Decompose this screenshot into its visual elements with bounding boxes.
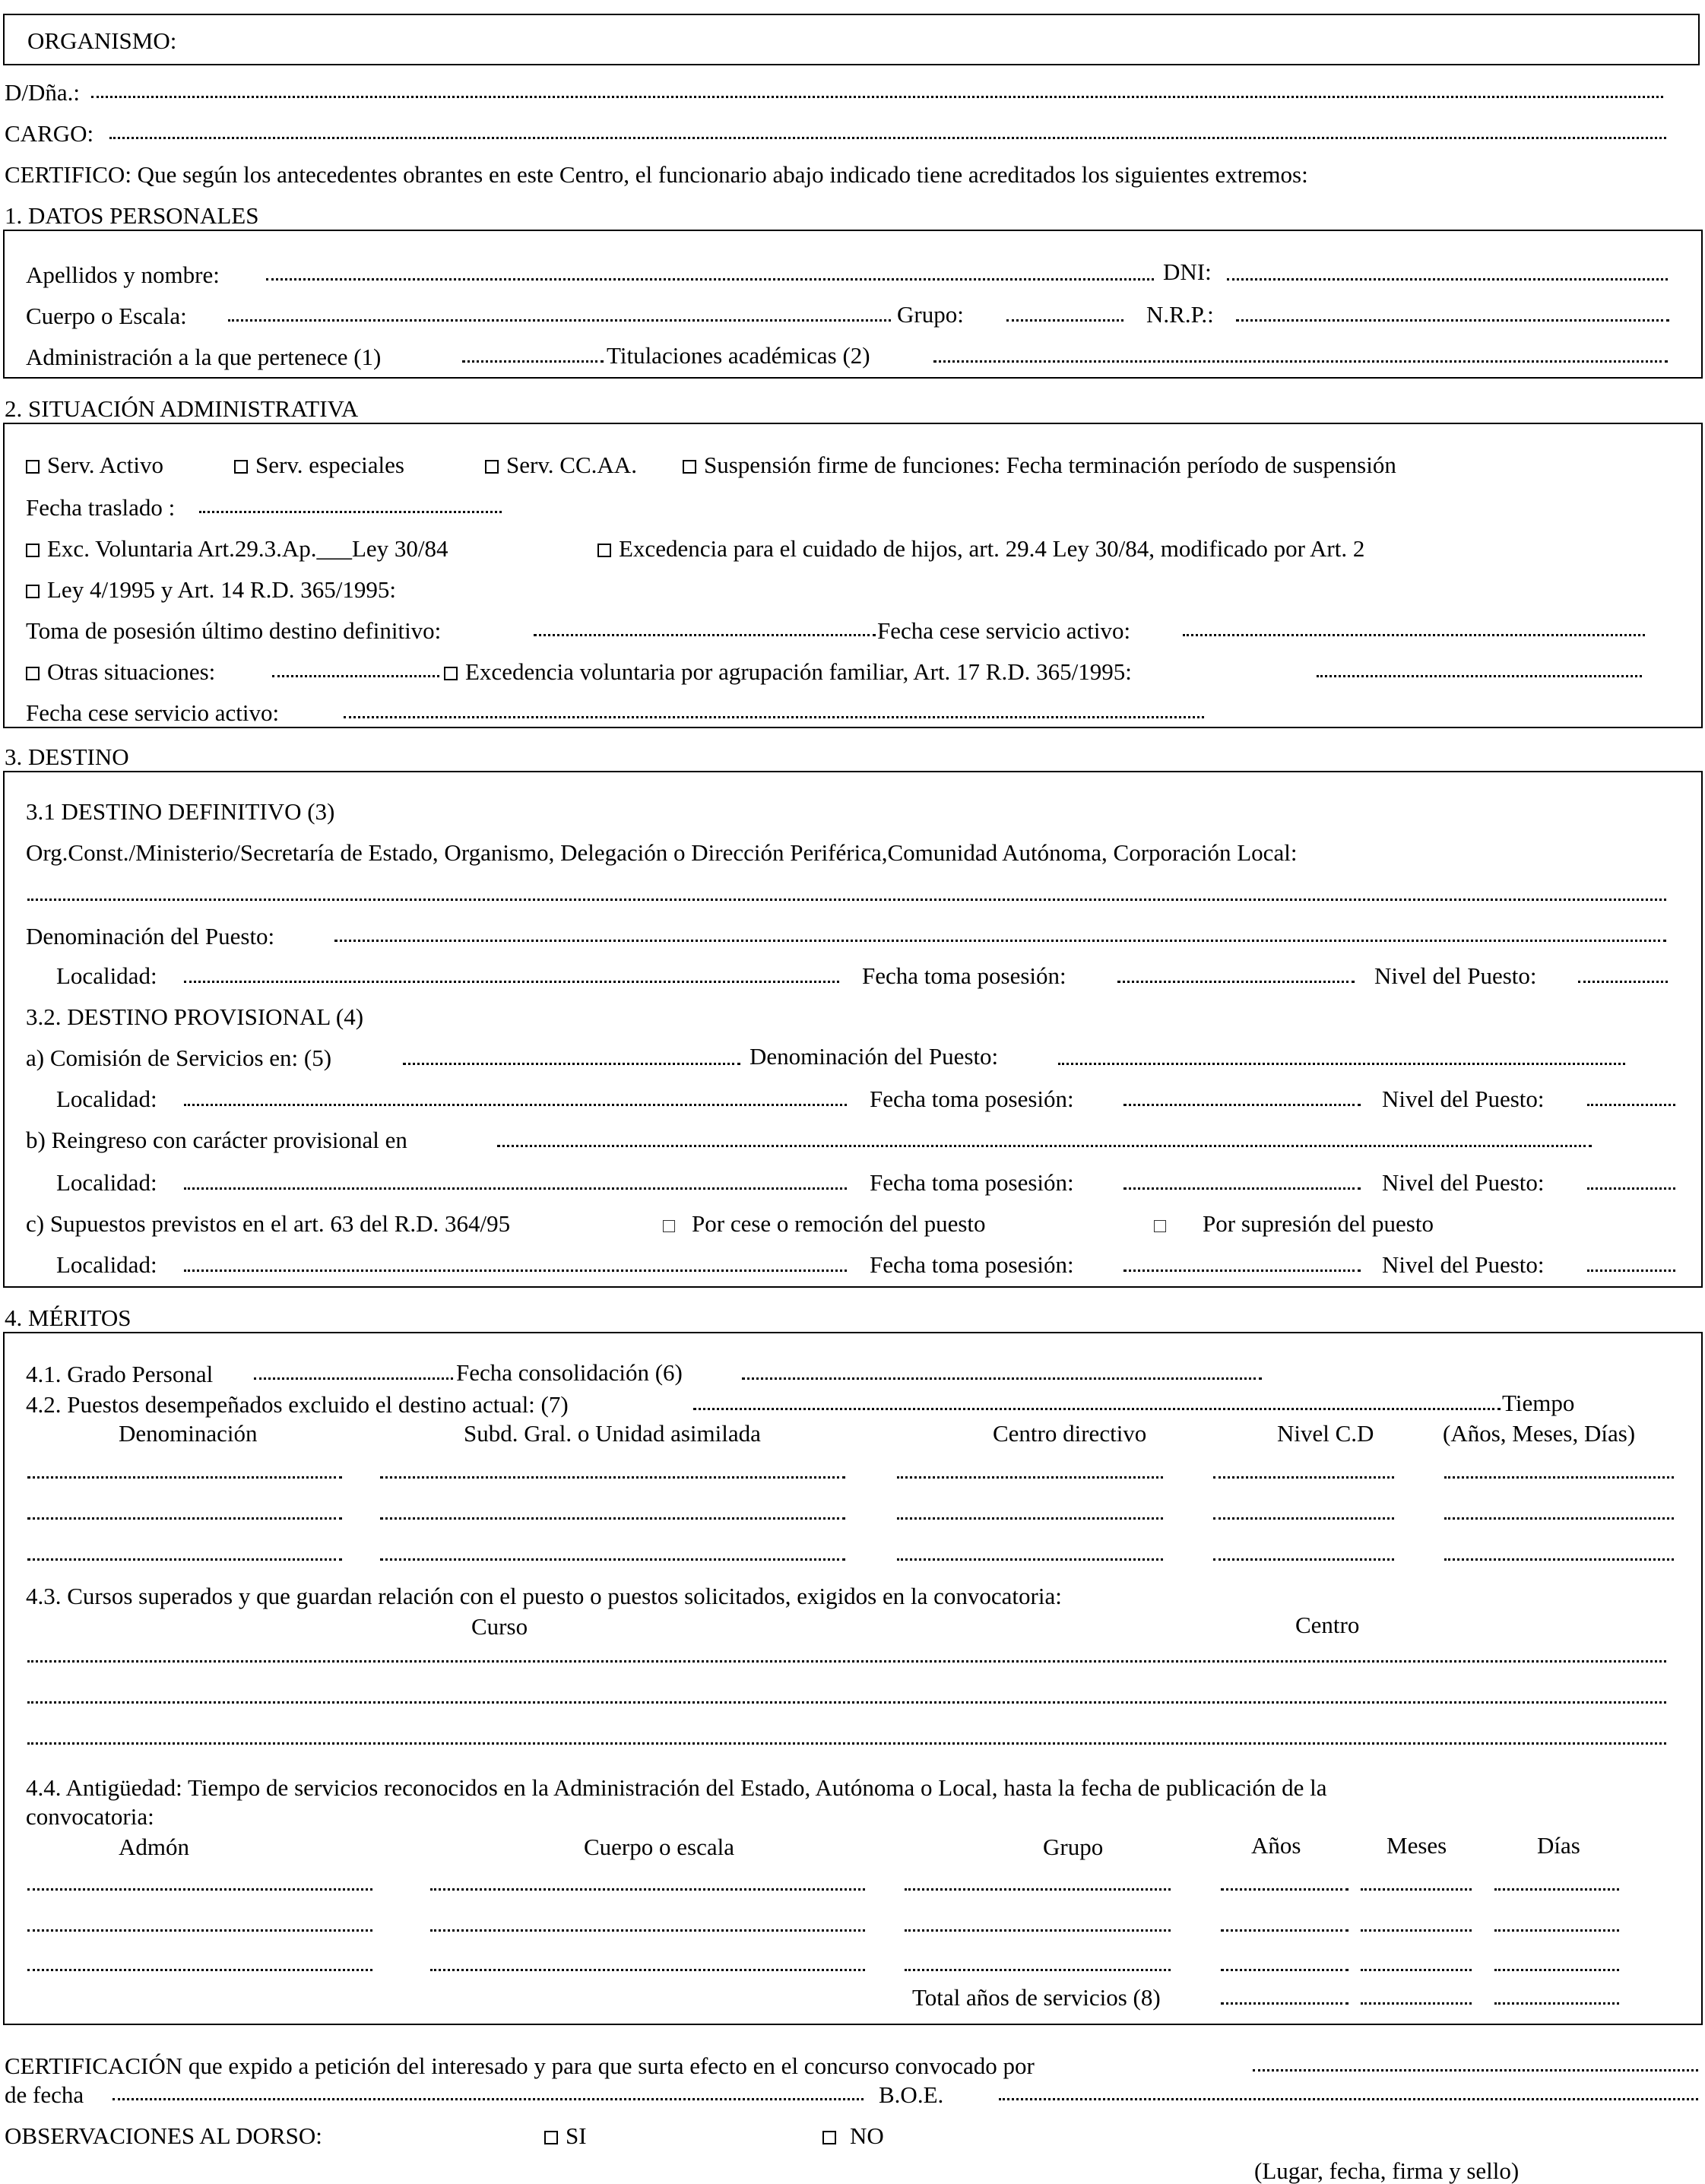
antiguedad-cell[interactable] xyxy=(1361,1929,1472,1932)
ley4-label: Ley 4/1995 y Art. 14 R.D. 365/1995: xyxy=(47,576,396,603)
def-fecha-toma-label: Fecha toma posesión: xyxy=(862,962,1066,989)
puestos-cell[interactable] xyxy=(380,1517,845,1520)
puestos-cell[interactable] xyxy=(897,1558,1163,1561)
no-checkbox[interactable] xyxy=(822,2131,836,2144)
antiguedad-cell[interactable] xyxy=(1494,1969,1619,1971)
fecha-cese2-field[interactable] xyxy=(344,716,1204,718)
por-supresion-label: Por supresión del puesto xyxy=(1203,1210,1434,1237)
curso-line[interactable] xyxy=(27,1742,1666,1745)
curso-line[interactable] xyxy=(27,1660,1666,1663)
serv-activo-option[interactable] xyxy=(26,453,163,477)
cargo-field[interactable] xyxy=(109,137,1666,139)
supuestos-label: c) Supuestos previstos en el art. 63 del R.D. 364/95 xyxy=(26,1210,511,1237)
cursos-label: 4.3. Cursos superados y que guardan relación con el puesto o puestos solicitados, exigidos en la convocatoria: xyxy=(26,1583,1062,1609)
reingreso-field[interactable] xyxy=(497,1145,1592,1147)
serv-ccaa-label: Serv. CC.AA. xyxy=(506,452,637,478)
antiguedad-cell[interactable] xyxy=(430,1888,865,1891)
toma-posesion-label: Toma de posesión último destino definitivo: xyxy=(26,617,442,644)
section-1-title: 1. DATOS PERSONALES xyxy=(5,202,259,229)
observaciones-label: OBSERVACIONES AL DORSO: xyxy=(5,2122,322,2149)
puestos-cell[interactable] xyxy=(1213,1517,1394,1520)
reingreso-localidad-field[interactable] xyxy=(184,1187,847,1190)
de-fecha-label: de fecha xyxy=(5,2081,84,2108)
exc-voluntaria-checkbox[interactable] xyxy=(26,544,40,557)
antiguedad-cell[interactable] xyxy=(1221,1929,1348,1932)
certifico-text: CERTIFICO: Que según los antecedentes obrantes en este Centro, el funcionario abajo indicado tiene acreditados los siguientes extremos: xyxy=(5,161,1308,188)
section-4-title: 4. MÉRITOS xyxy=(5,1304,132,1331)
def-localidad-label: Localidad: xyxy=(56,962,157,989)
excedencia-hijos-option[interactable] xyxy=(597,537,1364,560)
serv-especiales-label: Serv. especiales xyxy=(255,452,404,478)
boe-field[interactable] xyxy=(999,2098,1698,2100)
def-nivel-field[interactable] xyxy=(1578,981,1668,983)
col-denominacion: Denominación xyxy=(119,1420,258,1447)
antiguedad-cell[interactable] xyxy=(1221,1969,1348,1971)
reingreso-nivel-field[interactable] xyxy=(1587,1187,1675,1190)
puestos-cell[interactable] xyxy=(27,1476,342,1479)
puestos-field[interactable] xyxy=(693,1408,1501,1410)
grupo-label: Grupo: xyxy=(897,301,964,328)
comision-nivel-field[interactable] xyxy=(1587,1104,1675,1106)
no-label: NO xyxy=(850,2122,884,2149)
puestos-cell[interactable] xyxy=(897,1476,1163,1479)
por-supresion-checkbox[interactable] xyxy=(1154,1220,1166,1232)
excedencia-hijos-checkbox[interactable] xyxy=(597,544,611,557)
si-option[interactable] xyxy=(544,2124,587,2148)
cargo-label: CARGO: xyxy=(5,120,94,147)
section-2-title: 2. SITUACIÓN ADMINISTRATIVA xyxy=(5,395,359,422)
suspension-checkbox[interactable] xyxy=(683,460,696,474)
excedencia-agrupacion-field[interactable] xyxy=(1317,675,1642,677)
excedencia-agrupacion-label: Excedencia voluntaria por agrupación familiar, Art. 17 R.D. 365/1995: xyxy=(465,658,1132,685)
antiguedad-cell[interactable] xyxy=(905,1969,1171,1971)
serv-activo-label: Serv. Activo xyxy=(47,452,163,478)
grado-field[interactable] xyxy=(254,1377,453,1380)
por-cese-label: Por cese o remoción del puesto xyxy=(692,1210,986,1237)
antiguedad-cell[interactable] xyxy=(430,1969,865,1971)
section-3-title: 3. DESTINO xyxy=(5,743,129,770)
antiguedad-label-1: 4.4. Antigüedad: Tiempo de servicios reconocidos en la Administración del Estado, Autónoma o Local, hasta la fecha de publicación de la xyxy=(26,1774,1327,1801)
antiguedad-cell[interactable] xyxy=(905,1888,1171,1891)
puestos-cell[interactable] xyxy=(1444,1558,1674,1561)
col-subd: Subd. Gral. o Unidad asimilada xyxy=(464,1420,761,1447)
puestos-cell[interactable] xyxy=(380,1558,845,1561)
fecha-cese-field[interactable] xyxy=(1183,634,1645,636)
por-supresion-option[interactable] xyxy=(1154,1212,1434,1235)
fecha-traslado-label: Fecha traslado : xyxy=(26,494,176,521)
total-anos-cell[interactable] xyxy=(1221,2002,1348,2005)
antiguedad-cell[interactable] xyxy=(27,1888,372,1891)
boe-label: B.O.E. xyxy=(879,2081,944,2108)
puestos-cell[interactable] xyxy=(27,1558,342,1561)
excedencia-agrupacion-checkbox[interactable] xyxy=(444,667,458,680)
titulaciones-label: Titulaciones académicas (2) xyxy=(607,342,870,369)
dona-field[interactable] xyxy=(91,96,1663,98)
total-anos-label: Total años de servicios (8) xyxy=(912,1984,1161,2011)
total-meses-cell[interactable] xyxy=(1361,2002,1472,2005)
antiguedad-cell[interactable] xyxy=(1494,1929,1619,1932)
otras-field[interactable] xyxy=(272,675,439,677)
antiguedad-cell[interactable] xyxy=(1221,1888,1348,1891)
antiguedad-cell[interactable] xyxy=(27,1929,372,1932)
antiguedad-cell[interactable] xyxy=(905,1929,1171,1932)
serv-ccaa-checkbox[interactable] xyxy=(485,460,499,474)
por-cese-checkbox[interactable] xyxy=(663,1220,675,1232)
antiguedad-cell[interactable] xyxy=(1494,1888,1619,1891)
exc-voluntaria-option[interactable] xyxy=(26,537,448,560)
antiguedad-label-2: convocatoria: xyxy=(26,1803,154,1830)
puestos-cell[interactable] xyxy=(1444,1517,1674,1520)
col-meses: Meses xyxy=(1387,1832,1447,1859)
titulaciones-field[interactable] xyxy=(933,360,1668,363)
reingreso-fecha-toma-label: Fecha toma posesión: xyxy=(870,1169,1074,1196)
col-dias: Días xyxy=(1537,1832,1580,1859)
def-nivel-label: Nivel del Puesto: xyxy=(1374,962,1537,989)
grupo-field[interactable] xyxy=(1006,319,1123,322)
administracion-label: Administración a la que pertenece (1) xyxy=(26,344,382,370)
antiguedad-cell[interactable] xyxy=(430,1929,865,1932)
reingreso-nivel-label: Nivel del Puesto: xyxy=(1382,1169,1545,1196)
reingreso-localidad-label: Localidad: xyxy=(56,1169,157,1196)
organismo-box xyxy=(3,14,1700,65)
toma-posesion-field[interactable] xyxy=(534,634,876,636)
exc-voluntaria-label: Exc. Voluntaria Art.29.3.Ap.___Ley 30/84 xyxy=(47,535,448,562)
col-curso: Curso xyxy=(471,1613,528,1640)
org-const-field[interactable] xyxy=(27,899,1666,901)
ley4-checkbox[interactable] xyxy=(26,585,40,598)
organismo-label: ORGANISMO: xyxy=(27,27,177,54)
antiguedad-cell[interactable] xyxy=(1361,1969,1472,1971)
antiguedad-cell[interactable] xyxy=(1361,1888,1472,1891)
total-dias-cell[interactable] xyxy=(1494,2002,1619,2005)
nrp-label: N.R.P.: xyxy=(1146,301,1214,328)
col-anos-meses-dias: (Años, Meses, Días) xyxy=(1443,1420,1636,1447)
dni-label: DNI: xyxy=(1163,258,1212,285)
puestos-cell[interactable] xyxy=(1444,1476,1674,1479)
suspension-label: Suspensión firme de funciones: Fecha terminación período de suspensión xyxy=(704,452,1396,478)
apellidos-label: Apellidos y nombre: xyxy=(26,262,220,288)
comision-field[interactable] xyxy=(403,1063,740,1065)
def-fecha-toma-field[interactable] xyxy=(1117,981,1355,983)
fecha-cese-label: Fecha cese servicio activo: xyxy=(877,617,1131,644)
col-anos: Años xyxy=(1251,1832,1301,1859)
destino-provisional-title: 3.2. DESTINO PROVISIONAL (4) xyxy=(26,1003,364,1030)
supuestos-localidad-label: Localidad: xyxy=(56,1251,157,1278)
excedencia-hijos-label: Excedencia para el cuidado de hijos, art. 29.4 Ley 30/84, modificado por Art. 2 xyxy=(619,535,1365,562)
reingreso-label: b) Reingreso con carácter provisional en xyxy=(26,1127,407,1153)
si-label: SI xyxy=(566,2122,587,2149)
por-cese-option[interactable] xyxy=(663,1212,986,1235)
supuestos-fecha-toma-label: Fecha toma posesión: xyxy=(870,1251,1074,1278)
col-admon: Admón xyxy=(119,1834,189,1860)
concurso-field[interactable] xyxy=(1253,2069,1698,2071)
denominacion-label: Denominación del Puesto: xyxy=(26,923,275,949)
comision-localidad-label: Localidad: xyxy=(56,1086,157,1112)
otras-option[interactable] xyxy=(26,660,215,683)
serv-especiales-checkbox[interactable] xyxy=(234,460,248,474)
serv-activo-checkbox[interactable] xyxy=(26,460,40,474)
supuestos-localidad-field[interactable] xyxy=(184,1270,847,1272)
col-nivel: Nivel C.D xyxy=(1277,1420,1374,1447)
supuestos-nivel-field[interactable] xyxy=(1587,1270,1675,1272)
lugar-fecha-firma-label: (Lugar, fecha, firma y sello) xyxy=(1254,2157,1520,2184)
fecha-consolidacion-label: Fecha consolidación (6) xyxy=(456,1359,683,1386)
dni-field[interactable] xyxy=(1227,278,1668,281)
suspension-option[interactable] xyxy=(683,453,1396,477)
comision-denominacion-label: Denominación del Puesto: xyxy=(750,1043,999,1070)
denominacion-field[interactable] xyxy=(334,940,1666,942)
fecha-traslado-field[interactable] xyxy=(199,511,502,513)
apellidos-field[interactable] xyxy=(266,278,1154,281)
certificacion-text: CERTIFICACIÓN que expido a petición del interesado y para que surta efecto en el concurso convocado por xyxy=(5,2052,1035,2079)
col-grupo: Grupo xyxy=(1043,1834,1104,1860)
comision-fecha-toma-label: Fecha toma posesión: xyxy=(870,1086,1074,1112)
nrp-field[interactable] xyxy=(1236,319,1669,322)
reingreso-fecha-toma-field[interactable] xyxy=(1123,1187,1361,1190)
puestos-label: 4.2. Puestos desempeñados excluido el destino actual: (7) xyxy=(26,1391,569,1418)
si-checkbox[interactable] xyxy=(544,2131,558,2144)
puestos-cell[interactable] xyxy=(1213,1476,1394,1479)
puestos-cell[interactable] xyxy=(897,1517,1163,1520)
supuestos-fecha-toma-field[interactable] xyxy=(1123,1270,1361,1272)
cuerpo-label: Cuerpo o Escala: xyxy=(26,303,187,329)
puestos-cell[interactable] xyxy=(1213,1558,1394,1561)
curso-line[interactable] xyxy=(27,1701,1666,1704)
comision-denominacion-field[interactable] xyxy=(1058,1063,1625,1065)
no-option[interactable] xyxy=(822,2124,884,2148)
fecha-consolidacion-field[interactable] xyxy=(742,1377,1262,1380)
otras-label: Otras situaciones: xyxy=(47,658,216,685)
col-cuerpo-escala: Cuerpo o escala xyxy=(584,1834,734,1860)
comision-label: a) Comisión de Servicios en: (5) xyxy=(26,1044,332,1071)
serv-especiales-option[interactable] xyxy=(234,453,404,477)
fecha-cese2-label: Fecha cese servicio activo: xyxy=(26,699,280,726)
tiempo-label: Tiempo xyxy=(1502,1390,1575,1416)
dona-label: D/Dña.: xyxy=(5,79,81,106)
comision-nivel-label: Nivel del Puesto: xyxy=(1382,1086,1545,1112)
ley4-option[interactable] xyxy=(26,578,396,601)
comision-fecha-toma-field[interactable] xyxy=(1123,1104,1361,1106)
destino-definitivo-title: 3.1 DESTINO DEFINITIVO (3) xyxy=(26,798,335,825)
otras-checkbox[interactable] xyxy=(26,667,40,680)
grado-label: 4.1. Grado Personal xyxy=(26,1361,214,1387)
supuestos-nivel-label: Nivel del Puesto: xyxy=(1382,1251,1545,1278)
serv-ccaa-option[interactable] xyxy=(485,453,637,477)
puestos-cell[interactable] xyxy=(27,1517,342,1520)
administracion-field[interactable] xyxy=(462,360,604,363)
cuerpo-field[interactable] xyxy=(228,319,891,322)
excedencia-agrupacion-option[interactable] xyxy=(444,660,1132,683)
col-centro-directivo: Centro directivo xyxy=(993,1420,1147,1447)
org-const-label: Org.Const./Ministerio/Secretaría de Estado, Organismo, Delegación o Dirección Periférica,Comunidad Autónoma, Corporación Local: xyxy=(26,839,1298,866)
comision-localidad-field[interactable] xyxy=(184,1104,847,1106)
puestos-cell[interactable] xyxy=(380,1476,845,1479)
de-fecha-field[interactable] xyxy=(113,2098,864,2100)
antiguedad-cell[interactable] xyxy=(27,1969,372,1971)
def-localidad-field[interactable] xyxy=(184,981,839,983)
col-centro: Centro xyxy=(1295,1612,1360,1638)
